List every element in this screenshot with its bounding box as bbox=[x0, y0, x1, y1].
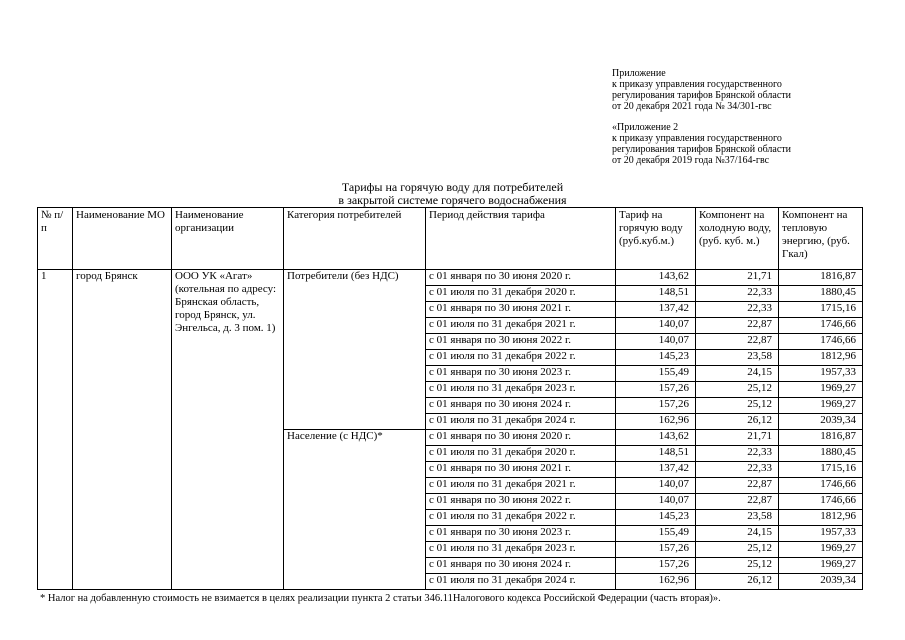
cell-heat: 1816,87 bbox=[779, 430, 863, 446]
appendix-line: от 20 декабря 2019 года №37/164-гвс bbox=[612, 155, 770, 166]
cell-heat: 2039,34 bbox=[779, 574, 863, 590]
cell-tariff: 148,51 bbox=[616, 286, 696, 302]
cell-tariff: 137,42 bbox=[616, 302, 696, 318]
cell-period: с 01 июля по 31 декабря 2024 г. bbox=[426, 414, 616, 430]
cell-tariff: 157,26 bbox=[616, 558, 696, 574]
cell-tariff: 140,07 bbox=[616, 318, 696, 334]
cell-cold: 22,87 bbox=[696, 494, 779, 510]
cell-tariff: 162,96 bbox=[616, 574, 696, 590]
cell-cold: 23,58 bbox=[696, 510, 779, 526]
cell-heat: 1957,33 bbox=[779, 526, 863, 542]
cell-heat: 1969,27 bbox=[779, 382, 863, 398]
cell-heat: 1816,87 bbox=[779, 270, 863, 286]
header-category: Категория потребителей bbox=[284, 208, 426, 270]
cell-cold: 22,87 bbox=[696, 478, 779, 494]
header-num: № п/п bbox=[38, 208, 73, 270]
cell-cold: 21,71 bbox=[696, 430, 779, 446]
cell-cold: 25,12 bbox=[696, 398, 779, 414]
cell-period: с 01 января по 30 июня 2022 г. bbox=[426, 494, 616, 510]
cell-category: Потребители (без НДС) bbox=[284, 270, 426, 430]
cell-tariff: 148,51 bbox=[616, 446, 696, 462]
cell-tariff: 155,49 bbox=[616, 366, 696, 382]
cell-heat: 1715,16 bbox=[779, 302, 863, 318]
header-tariff: Тариф на горячую воду (руб.куб.м.) bbox=[616, 208, 696, 270]
title-line-2: в закрытой системе горячего водоснабжения bbox=[338, 193, 567, 207]
cell-org: ООО УК «Агат» (котельная по адресу: Брянская область, город Брянск, ул. Энгельса, д. 3 пом. 1) bbox=[172, 270, 284, 590]
cell-cold: 22,33 bbox=[696, 462, 779, 478]
cell-cold: 23,58 bbox=[696, 350, 779, 366]
document-title bbox=[0, 181, 905, 207]
cell-cold: 22,33 bbox=[696, 302, 779, 318]
header-org: Наименование организации bbox=[172, 208, 284, 270]
cell-heat: 1880,45 bbox=[779, 446, 863, 462]
cell-period: с 01 июля по 31 декабря 2023 г. bbox=[426, 382, 616, 398]
cell-period: с 01 июля по 31 декабря 2023 г. bbox=[426, 542, 616, 558]
header-mo: Наименование МО bbox=[73, 208, 172, 270]
cell-period: с 01 января по 30 июня 2023 г. bbox=[426, 366, 616, 382]
cell-tariff: 157,26 bbox=[616, 382, 696, 398]
cell-tariff: 143,62 bbox=[616, 270, 696, 286]
cell-period: с 01 июля по 31 декабря 2021 г. bbox=[426, 318, 616, 334]
cell-cold: 26,12 bbox=[696, 574, 779, 590]
appendix-line: регулирования тарифов Брянской области bbox=[612, 90, 792, 101]
cell-tariff: 143,62 bbox=[616, 430, 696, 446]
cell-period: с 01 июля по 31 декабря 2024 г. bbox=[426, 574, 616, 590]
cell-num: 1 bbox=[38, 270, 73, 590]
cell-period: с 01 января по 30 июня 2023 г. bbox=[426, 526, 616, 542]
cell-heat: 1746,66 bbox=[779, 478, 863, 494]
cell-tariff: 140,07 bbox=[616, 478, 696, 494]
cell-heat: 1812,96 bbox=[779, 350, 863, 366]
footnote: * Налог на добавленную стоимость не взимается в целях реализации пункта 2 статьи 346.11Налогового кодекса Российской Федерации (часть вторая)». bbox=[40, 593, 721, 604]
header-heat: Компонент на тепловую энергию, (руб. Гкал) bbox=[779, 208, 863, 270]
cell-heat: 1969,27 bbox=[779, 542, 863, 558]
cell-period: с 01 июля по 31 декабря 2022 г. bbox=[426, 510, 616, 526]
cell-category: Население (с НДС)* bbox=[284, 430, 426, 590]
cell-heat: 2039,34 bbox=[779, 414, 863, 430]
cell-heat: 1969,27 bbox=[779, 398, 863, 414]
appendix-line: регулирования тарифов Брянской области bbox=[612, 144, 792, 155]
cell-cold: 21,71 bbox=[696, 270, 779, 286]
cell-heat: 1746,66 bbox=[779, 494, 863, 510]
title-line-1: Тарифы на горячую воду для потребителей bbox=[341, 180, 564, 194]
appendix-line: Приложение bbox=[612, 68, 666, 79]
cell-tariff: 140,07 bbox=[616, 494, 696, 510]
cell-period: с 01 июля по 31 декабря 2020 г. bbox=[426, 446, 616, 462]
cell-period: с 01 января по 30 июня 2020 г. bbox=[426, 430, 616, 446]
header-cold: Компонент на холодную воду, (руб. куб. м.) bbox=[696, 208, 779, 270]
cell-period: с 01 января по 30 июня 2020 г. bbox=[426, 270, 616, 286]
cell-heat: 1812,96 bbox=[779, 510, 863, 526]
cell-cold: 25,12 bbox=[696, 542, 779, 558]
cell-period: с 01 января по 30 июня 2024 г. bbox=[426, 558, 616, 574]
appendix-line: от 20 декабря 2021 года № 34/301-гвс bbox=[612, 101, 772, 112]
cell-cold: 22,33 bbox=[696, 446, 779, 462]
cell-cold: 24,15 bbox=[696, 366, 779, 382]
cell-cold: 26,12 bbox=[696, 414, 779, 430]
table-row bbox=[38, 270, 863, 286]
cell-period: с 01 июля по 31 декабря 2020 г. bbox=[426, 286, 616, 302]
cell-cold: 22,33 bbox=[696, 286, 779, 302]
cell-heat: 1969,27 bbox=[779, 558, 863, 574]
cell-period: с 01 января по 30 июня 2021 г. bbox=[426, 462, 616, 478]
appendix-header bbox=[612, 68, 902, 176]
cell-cold: 25,12 bbox=[696, 382, 779, 398]
cell-heat: 1880,45 bbox=[779, 286, 863, 302]
table-header-row bbox=[38, 208, 863, 270]
cell-cold: 22,87 bbox=[696, 318, 779, 334]
cell-heat: 1715,16 bbox=[779, 462, 863, 478]
tariff-table bbox=[37, 207, 863, 590]
cell-period: с 01 июля по 31 декабря 2022 г. bbox=[426, 350, 616, 366]
cell-period: с 01 января по 30 июня 2024 г. bbox=[426, 398, 616, 414]
cell-tariff: 157,26 bbox=[616, 542, 696, 558]
cell-mo: город Брянск bbox=[73, 270, 172, 590]
cell-tariff: 155,49 bbox=[616, 526, 696, 542]
cell-cold: 24,15 bbox=[696, 526, 779, 542]
cell-tariff: 145,23 bbox=[616, 350, 696, 366]
cell-heat: 1746,66 bbox=[779, 334, 863, 350]
cell-period: с 01 января по 30 июня 2021 г. bbox=[426, 302, 616, 318]
cell-tariff: 145,23 bbox=[616, 510, 696, 526]
cell-heat: 1957,33 bbox=[779, 366, 863, 382]
appendix-line: к приказу управления государственного bbox=[612, 79, 782, 90]
cell-tariff: 137,42 bbox=[616, 462, 696, 478]
cell-tariff: 157,26 bbox=[616, 398, 696, 414]
appendix-line: к приказу управления государственного bbox=[612, 133, 782, 144]
cell-period: с 01 января по 30 июня 2022 г. bbox=[426, 334, 616, 350]
appendix-line: «Приложение 2 bbox=[612, 122, 679, 133]
cell-tariff: 140,07 bbox=[616, 334, 696, 350]
cell-tariff: 162,96 bbox=[616, 414, 696, 430]
appendix-current bbox=[612, 68, 902, 112]
cell-period: с 01 июля по 31 декабря 2021 г. bbox=[426, 478, 616, 494]
cell-heat: 1746,66 bbox=[779, 318, 863, 334]
header-period: Период действия тарифа bbox=[426, 208, 616, 270]
cell-cold: 22,87 bbox=[696, 334, 779, 350]
appendix-previous bbox=[612, 122, 902, 166]
cell-cold: 25,12 bbox=[696, 558, 779, 574]
